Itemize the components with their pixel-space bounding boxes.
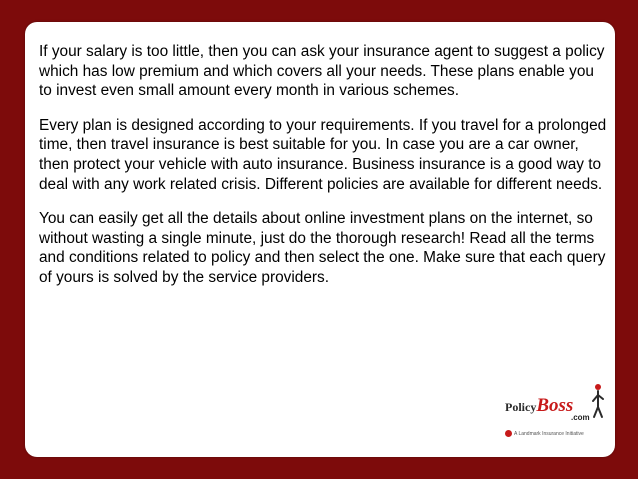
logo-figure-icon xyxy=(591,383,605,419)
logo-tagline xyxy=(505,430,584,437)
slide-content xyxy=(39,42,609,303)
paragraph-salary: If your salary is too little, then you can ask your insurance agent to suggest a policy which has low premium and which covers all your needs. These plans enable you to invest even small amount every month in various schemes. xyxy=(39,43,605,100)
logo-tagline-text: A Landmark Insurance Initiative xyxy=(514,430,584,437)
logo-policy-text: Policy xyxy=(505,400,537,414)
logo-boss-text: Boss xyxy=(536,395,574,416)
logo-dotcom: .com xyxy=(571,413,590,422)
paragraph-online-research: You can easily get all the details about online investment plans on the internet, so without wasting a single minute, just do the thorough research! Read all the terms and conditions related to policy and then select the one. Make sure that each query of yours is solved by the service providers. xyxy=(39,210,606,286)
logo-dot-icon xyxy=(505,430,512,437)
slide-card xyxy=(25,22,615,457)
policyboss-logo xyxy=(501,377,613,447)
paragraph-plan-types: Every plan is designed according to your requirements. If you travel for a prolonged time, then travel insurance is best suitable for you. In case you are a car owner, then protect your vehicle with auto insurance. Business insurance is a good way to deal with any work related crisis. Different policies are available for different needs. xyxy=(39,116,607,193)
logo-wordmark xyxy=(505,395,573,417)
